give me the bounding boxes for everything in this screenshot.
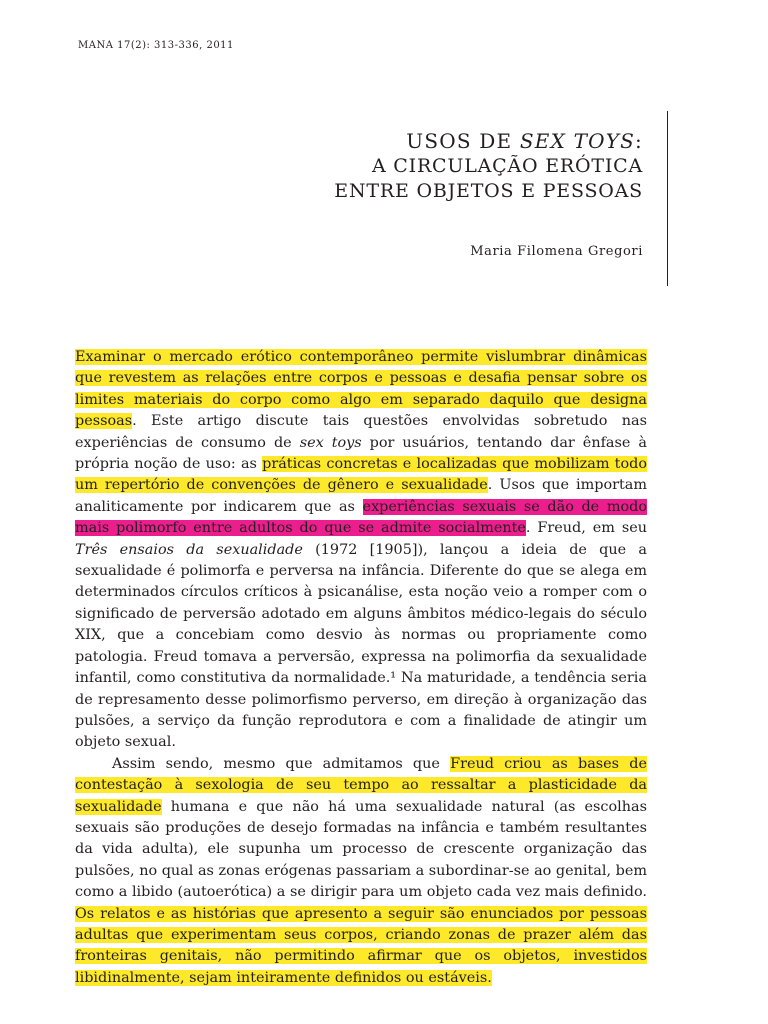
title-line-1 <box>334 128 643 154</box>
title-line-2: A CIRCULAÇÃO ERÓTICA <box>371 155 643 177</box>
paragraph-1 <box>75 347 647 754</box>
highlight-yellow: Examinar o mercado erótico contemporâneo permite vislumbrar dinâmicas que revestem as relações entre corpos e pessoas e desafia pensar sobre os limites materiais do corpo como algo em separado daquilo que designa pessoas <box>75 349 647 430</box>
title-line-3: ENTRE OBJETOS E PESSOAS <box>334 180 643 202</box>
title-suffix: : <box>635 129 643 153</box>
title-prefix: USOS DE <box>406 129 520 153</box>
body-text: por usuários, tentando dar ênfase à própria noção de uso: as <box>75 434 647 473</box>
highlight-yellow: Os relatos e as histórias que apresento a seguir são enunciados por pessoas adultas que experimentam seus corpos, criando zonas de prazer além das fronteiras genitais, não permitindo afirmar que os objetos, investidos libidinalmente, sejam inteiramente definidos ou estáveis. <box>75 905 647 986</box>
body-text: . Usos que importam analiticamente por indicarem que as <box>75 477 647 515</box>
highlight-yellow: práticas concretas e localizadas que mobilizam todo um repertório de convenções de gênero e sexualidade <box>75 456 647 494</box>
body-text: . Freud, em seu <box>525 520 647 537</box>
author-name: Maria Filomena Gregori <box>470 244 643 259</box>
article-body <box>75 347 647 989</box>
body-text: (1972 [1905]), lançou a ideia de que a sexualidade é polimorfa e perversa na infância. Diferente do que se alega em determinados círculos críticos à psicanálise, esta noção veio a romper com o significado de perversão adotado em alguns âmbitos médico-legais do século XIX, que a concebiam como desvio às normas ou propriamente como patologia. Freud tomava a perversão, expressa na polimorfia da sexualidade infantil, como constitutiva da normalidade.¹ Na maturidade, a tendência seria de represamento desse polimorfismo perverso, em direção à organização das pulsões, a serviço da função reprodutora e com a finalidade de atingir um objeto sexual. <box>75 541 647 751</box>
highlight-magenta: experiências sexuais se dão de modo mais polimorfo entre adultos do que se admite socialmente <box>75 498 647 537</box>
body-text: Assim sendo, mesmo que admitamos que <box>112 755 451 772</box>
italic-book-title: Três ensaios da sexualidade <box>75 541 303 558</box>
body-text: . Este artigo discute tais questões envolvidas sobretudo nas experiências de consumo de <box>75 413 647 451</box>
italic-term: sex toys <box>299 434 362 451</box>
paragraph-2 <box>75 754 647 989</box>
body-text: humana e que não há uma sexualidade natural (as escolhas sexuais são produções de desejo formadas na infância e também resultantes da vida adulta), ele supunha um processo de crescente organização das pulsões, no qual as zonas erógenas passariam a subordinar-se ao genital, bem como a libido (autoerótica) a se dirigir para um objeto cada vez mais definido. <box>75 798 647 901</box>
title-divider-line <box>667 111 668 286</box>
title-italic: SEX TOYS <box>519 129 636 153</box>
article-title <box>334 128 643 204</box>
highlight-yellow: Freud criou as bases de contestação à sexologia de seu tempo ao ressaltar a plasticidade da sexualidade <box>75 755 647 815</box>
journal-citation: MANA 17(2): 313-336, 2011 <box>78 40 234 51</box>
